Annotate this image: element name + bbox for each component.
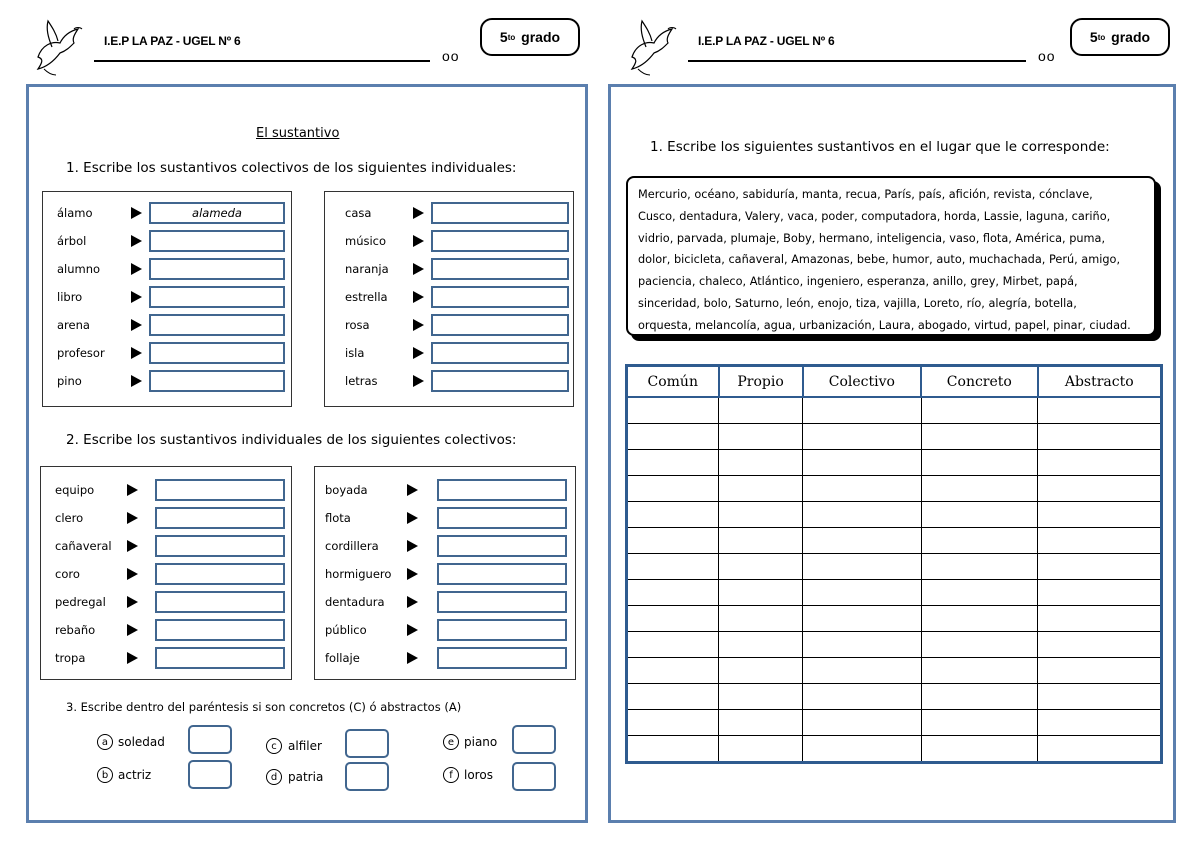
table-cell[interactable]	[921, 450, 1037, 476]
word-label: boyada	[325, 483, 368, 497]
arrow-right-icon	[407, 568, 418, 580]
table-row	[627, 554, 1162, 580]
word-row	[41, 563, 293, 585]
word-row	[43, 258, 293, 280]
table-cell[interactable]	[627, 580, 719, 606]
table-cell[interactable]	[921, 580, 1037, 606]
table-row	[627, 736, 1162, 763]
answer-box-b[interactable]	[188, 760, 232, 789]
table-cell[interactable]	[719, 450, 803, 476]
arrow-right-icon	[127, 540, 138, 552]
word-label: arena	[57, 318, 90, 332]
table-row	[627, 684, 1162, 710]
table-cell[interactable]	[627, 502, 719, 528]
letter-f-circle: f	[443, 767, 459, 783]
answer-field[interactable]	[149, 370, 285, 392]
table-cell[interactable]	[719, 736, 803, 763]
answer-field[interactable]	[149, 342, 285, 364]
answer-field[interactable]	[431, 342, 569, 364]
table-cell[interactable]	[803, 397, 921, 424]
dove-icon	[624, 17, 678, 77]
arrow-right-icon	[407, 596, 418, 608]
letter-d-circle: d	[266, 769, 282, 785]
word-row	[41, 535, 293, 557]
table-cell[interactable]	[719, 424, 803, 450]
section2-group-b	[314, 466, 576, 680]
header-underline	[688, 60, 1026, 62]
arrow-right-icon	[131, 235, 142, 247]
arrow-right-icon	[131, 375, 142, 387]
table-cell[interactable]	[803, 606, 921, 632]
table-cell[interactable]	[921, 397, 1037, 424]
section2-instruction: 2. Escribe los sustantivos individuales de los siguientes colectivos:	[66, 432, 517, 448]
arrow-right-icon	[127, 624, 138, 636]
table-row	[627, 632, 1162, 658]
word-label: casa	[345, 206, 372, 220]
table-cell[interactable]	[719, 580, 803, 606]
table-header-cell: Común	[627, 366, 719, 398]
arrow-right-icon	[407, 512, 418, 524]
arrow-right-icon	[407, 652, 418, 664]
table-cell[interactable]	[803, 710, 921, 736]
answer-field[interactable]	[431, 370, 569, 392]
word-row	[43, 370, 293, 392]
table-cell[interactable]	[627, 710, 719, 736]
table-cell[interactable]	[719, 397, 803, 424]
word-label: profesor	[57, 346, 105, 360]
table-cell[interactable]	[627, 450, 719, 476]
word-bank	[626, 176, 1156, 336]
word-label: pedregal	[55, 595, 106, 609]
word-row	[315, 563, 577, 585]
header-underline	[94, 60, 430, 62]
letter-a-circle: a	[97, 734, 113, 750]
table-row	[627, 606, 1162, 632]
answer-field[interactable]	[437, 619, 567, 641]
answer-field[interactable]	[437, 535, 567, 557]
word-label: equipo	[55, 483, 95, 497]
table-row	[627, 476, 1162, 502]
table-cell[interactable]	[627, 476, 719, 502]
table-header-cell: Propio	[719, 366, 803, 398]
school-name: I.E.P LA PAZ - UGEL Nº 6	[698, 34, 835, 48]
table-cell[interactable]	[719, 632, 803, 658]
word-row	[325, 342, 575, 364]
grade-number: 5	[499, 29, 508, 45]
section2-group-a	[40, 466, 292, 680]
answer-field[interactable]	[437, 563, 567, 585]
table-cell[interactable]	[803, 424, 921, 450]
table-cell[interactable]	[921, 658, 1037, 684]
table-cell[interactable]	[921, 710, 1037, 736]
word-label: clero	[55, 511, 84, 525]
table-row	[627, 424, 1162, 450]
arrow-right-icon	[127, 512, 138, 524]
word-row	[43, 202, 293, 224]
table-cell[interactable]	[1038, 736, 1162, 763]
noun-classification-table	[625, 364, 1163, 764]
word-bank-line: Mercurio, océano, sabiduría, manta, recua, París, país, afición, revista, cónclave,	[638, 188, 1093, 201]
item-word: piano	[464, 735, 498, 749]
table-cell[interactable]	[921, 528, 1037, 554]
word-row	[43, 342, 293, 364]
section3-instruction: 3. Escribe dentro del paréntesis si son concretos (C) ó abstractos (A)	[66, 700, 462, 714]
answer-box-c[interactable]	[345, 729, 389, 758]
table-cell[interactable]	[921, 424, 1037, 450]
word-label: público	[325, 623, 367, 637]
word-row	[325, 314, 575, 336]
word-label: alumno	[57, 262, 101, 276]
answer-field[interactable]	[155, 619, 285, 641]
word-label: isla	[345, 346, 365, 360]
answer-field[interactable]	[431, 314, 569, 336]
answer-field[interactable]	[431, 230, 569, 252]
word-bank-line: sinceridad, bolo, Saturno, león, enojo, tiza, vajilla, Loreto, río, alegría, botella,	[638, 296, 1077, 310]
word-row	[43, 314, 293, 336]
word-row	[315, 479, 577, 501]
word-bank-line: paciencia, chaleco, Atlántico, ingeniero, esperanza, anillo, grey, Mirbet, papá,	[638, 275, 1078, 289]
item-word: actriz	[118, 768, 152, 782]
table-cell[interactable]	[627, 632, 719, 658]
word-row	[41, 619, 293, 641]
table-cell[interactable]	[921, 736, 1037, 763]
word-label: estrella	[345, 290, 388, 304]
table-cell[interactable]	[1038, 684, 1162, 710]
word-row	[315, 591, 577, 613]
table-cell[interactable]	[803, 580, 921, 606]
table-cell[interactable]	[719, 710, 803, 736]
answer-field[interactable]	[155, 507, 285, 529]
word-label: libro	[57, 290, 83, 304]
word-label: cordillera	[325, 539, 379, 553]
section1-group-a	[42, 191, 292, 407]
arrow-right-icon	[127, 652, 138, 664]
table-cell[interactable]	[1038, 580, 1162, 606]
table-cell[interactable]	[1038, 450, 1162, 476]
letter-b-circle: b	[97, 767, 113, 783]
table-row	[627, 397, 1162, 424]
answer-field[interactable]	[155, 535, 285, 557]
arrow-right-icon	[127, 596, 138, 608]
table-cell[interactable]	[627, 397, 719, 424]
letter-c-circle: c	[266, 738, 282, 754]
table-cell[interactable]	[719, 658, 803, 684]
table-cell[interactable]	[719, 528, 803, 554]
table-cell[interactable]	[719, 502, 803, 528]
word-label: coro	[55, 567, 80, 581]
table-cell[interactable]	[1038, 528, 1162, 554]
table-cell[interactable]	[1038, 710, 1162, 736]
table-cell[interactable]	[921, 684, 1037, 710]
table-cell[interactable]	[719, 606, 803, 632]
word-label: rebaño	[55, 623, 96, 637]
word-row	[325, 286, 575, 308]
word-label: hormiguero	[325, 567, 392, 581]
table-cell[interactable]	[921, 606, 1037, 632]
table-cell[interactable]	[803, 502, 921, 528]
table-cell[interactable]	[1038, 554, 1162, 580]
table-cell[interactable]	[1038, 658, 1162, 684]
arrow-right-icon	[413, 263, 424, 275]
table-cell[interactable]	[803, 736, 921, 763]
word-row	[315, 507, 577, 529]
arrow-right-icon	[407, 484, 418, 496]
arrow-right-icon	[127, 484, 138, 496]
word-label: tropa	[55, 651, 86, 665]
answer-field[interactable]	[437, 479, 567, 501]
table-cell[interactable]	[627, 528, 719, 554]
table-cell[interactable]	[719, 476, 803, 502]
school-name: I.E.P LA PAZ - UGEL Nº 6	[104, 34, 241, 48]
table-cell[interactable]	[627, 606, 719, 632]
answer-box-d[interactable]	[345, 762, 389, 791]
table-cell[interactable]	[921, 632, 1037, 658]
table-cell[interactable]	[921, 502, 1037, 528]
word-row	[315, 619, 577, 641]
letter-e-circle: e	[443, 734, 459, 750]
item-word: patria	[288, 770, 324, 784]
grade-badge	[1070, 18, 1170, 56]
item-word: soledad	[118, 735, 165, 749]
table-cell[interactable]	[803, 528, 921, 554]
answer-field[interactable]	[437, 647, 567, 669]
table-cell[interactable]	[1038, 476, 1162, 502]
arrow-right-icon	[131, 207, 142, 219]
table-cell[interactable]	[1038, 397, 1162, 424]
answer-field[interactable]	[149, 286, 285, 308]
table-header-row	[627, 366, 1162, 398]
word-row	[41, 591, 293, 613]
word-label: músico	[345, 234, 387, 248]
right-instruction: 1. Escribe los siguientes sustantivos en el lugar que le corresponde:	[650, 139, 1110, 155]
word-row	[325, 370, 575, 392]
table-cell[interactable]	[719, 684, 803, 710]
word-bank-line: vidrio, parvada, plumaje, Boby, hermano, inteligencia, vaso, flota, América, puma,	[638, 231, 1106, 245]
table-cell[interactable]	[803, 476, 921, 502]
word-row	[43, 230, 293, 252]
table-cell[interactable]	[803, 450, 921, 476]
word-row	[325, 230, 575, 252]
table-row	[627, 502, 1162, 528]
word-label: follaje	[325, 651, 360, 665]
table-row	[627, 658, 1162, 684]
grade-label: grado	[1111, 29, 1151, 45]
table-cell[interactable]	[627, 658, 719, 684]
item-word: alfiler	[288, 739, 322, 753]
grade-sup: to	[1097, 32, 1106, 42]
answer-box-e[interactable]	[512, 725, 556, 754]
arrow-right-icon	[407, 624, 418, 636]
answer-field[interactable]	[155, 479, 285, 501]
table-cell[interactable]	[627, 684, 719, 710]
table-cell[interactable]	[1038, 606, 1162, 632]
word-row	[325, 258, 575, 280]
table-row	[627, 710, 1162, 736]
grade-number: 5	[1089, 29, 1098, 45]
table-cell[interactable]	[1038, 424, 1162, 450]
answer-box-a[interactable]	[188, 725, 232, 754]
table-cell[interactable]	[1038, 502, 1162, 528]
arrow-right-icon	[413, 319, 424, 331]
table-row	[627, 450, 1162, 476]
answer-field[interactable]: alameda	[149, 202, 285, 224]
table-cell[interactable]	[921, 476, 1037, 502]
word-label: pino	[57, 374, 82, 388]
table-cell[interactable]	[627, 736, 719, 763]
answer-field[interactable]	[437, 591, 567, 613]
word-bank-line: Cusco, dentadura, Valery, vaca, poder, computadora, horda, Lassie, laguna, cariño,	[638, 209, 1111, 223]
answer-field[interactable]	[155, 591, 285, 613]
table-row	[627, 528, 1162, 554]
table-cell[interactable]	[803, 554, 921, 580]
table-cell[interactable]	[921, 554, 1037, 580]
word-row	[41, 479, 293, 501]
section1-instruction: 1. Escribe los sustantivos colectivos de los siguientes individuales:	[66, 160, 517, 176]
answer-field[interactable]	[155, 563, 285, 585]
page-title: El sustantivo	[256, 126, 340, 141]
word-row	[41, 507, 293, 529]
arrow-right-icon	[407, 540, 418, 552]
table-header-cell: Colectivo	[803, 366, 921, 398]
word-label: árbol	[57, 234, 87, 248]
table-cell[interactable]	[803, 684, 921, 710]
answer-field[interactable]	[155, 647, 285, 669]
answer-field[interactable]	[149, 230, 285, 252]
answer-field[interactable]	[437, 507, 567, 529]
word-label: dentadura	[325, 595, 385, 609]
table-cell[interactable]	[627, 554, 719, 580]
arrow-right-icon	[131, 263, 142, 275]
table-row	[627, 580, 1162, 606]
word-row	[315, 535, 577, 557]
word-row	[43, 286, 293, 308]
arrow-right-icon	[413, 291, 424, 303]
arrow-right-icon	[127, 568, 138, 580]
word-row	[41, 647, 293, 669]
table-header-cell: Concreto	[921, 366, 1037, 398]
section1-group-b	[324, 191, 574, 407]
word-row	[315, 647, 577, 669]
answer-field[interactable]	[431, 286, 569, 308]
answer-box-f[interactable]	[512, 762, 556, 791]
table-cell[interactable]	[803, 658, 921, 684]
word-bank-line: orquesta, melancolía, agua, urbanización, Laura, abogado, virtud, papel, pinar, ciudad.	[638, 318, 1131, 332]
table-cell[interactable]	[803, 632, 921, 658]
arrow-right-icon	[131, 291, 142, 303]
table-cell[interactable]	[1038, 632, 1162, 658]
item-word: loros	[464, 768, 493, 782]
answer-field[interactable]	[149, 258, 285, 280]
arrow-right-icon	[413, 235, 424, 247]
word-row	[325, 202, 575, 224]
table-cell[interactable]	[627, 424, 719, 450]
arrow-right-icon	[413, 207, 424, 219]
answer-field[interactable]	[431, 258, 569, 280]
grade-sup: to	[507, 32, 516, 42]
arrow-right-icon	[131, 319, 142, 331]
arrow-right-icon	[131, 347, 142, 359]
word-label: cañaveral	[55, 539, 112, 553]
header-oo: oo	[1038, 48, 1056, 64]
word-label: letras	[345, 374, 378, 388]
answer-field[interactable]	[149, 314, 285, 336]
grade-label: grado	[521, 29, 561, 45]
word-bank-line: dolor, bicicleta, cañaveral, Amazonas, bebe, humor, auto, muchachada, Perú, amigo,	[638, 253, 1121, 267]
table-cell[interactable]	[719, 554, 803, 580]
word-label: flota	[325, 511, 351, 525]
word-label: álamo	[57, 206, 93, 220]
grade-badge	[480, 18, 580, 56]
table-header-cell: Abstracto	[1038, 366, 1162, 398]
word-label: naranja	[345, 262, 389, 276]
answer-field[interactable]	[431, 202, 569, 224]
arrow-right-icon	[413, 375, 424, 387]
dove-icon	[30, 17, 84, 77]
header-oo: oo	[442, 48, 460, 64]
word-label: rosa	[345, 318, 370, 332]
arrow-right-icon	[413, 347, 424, 359]
